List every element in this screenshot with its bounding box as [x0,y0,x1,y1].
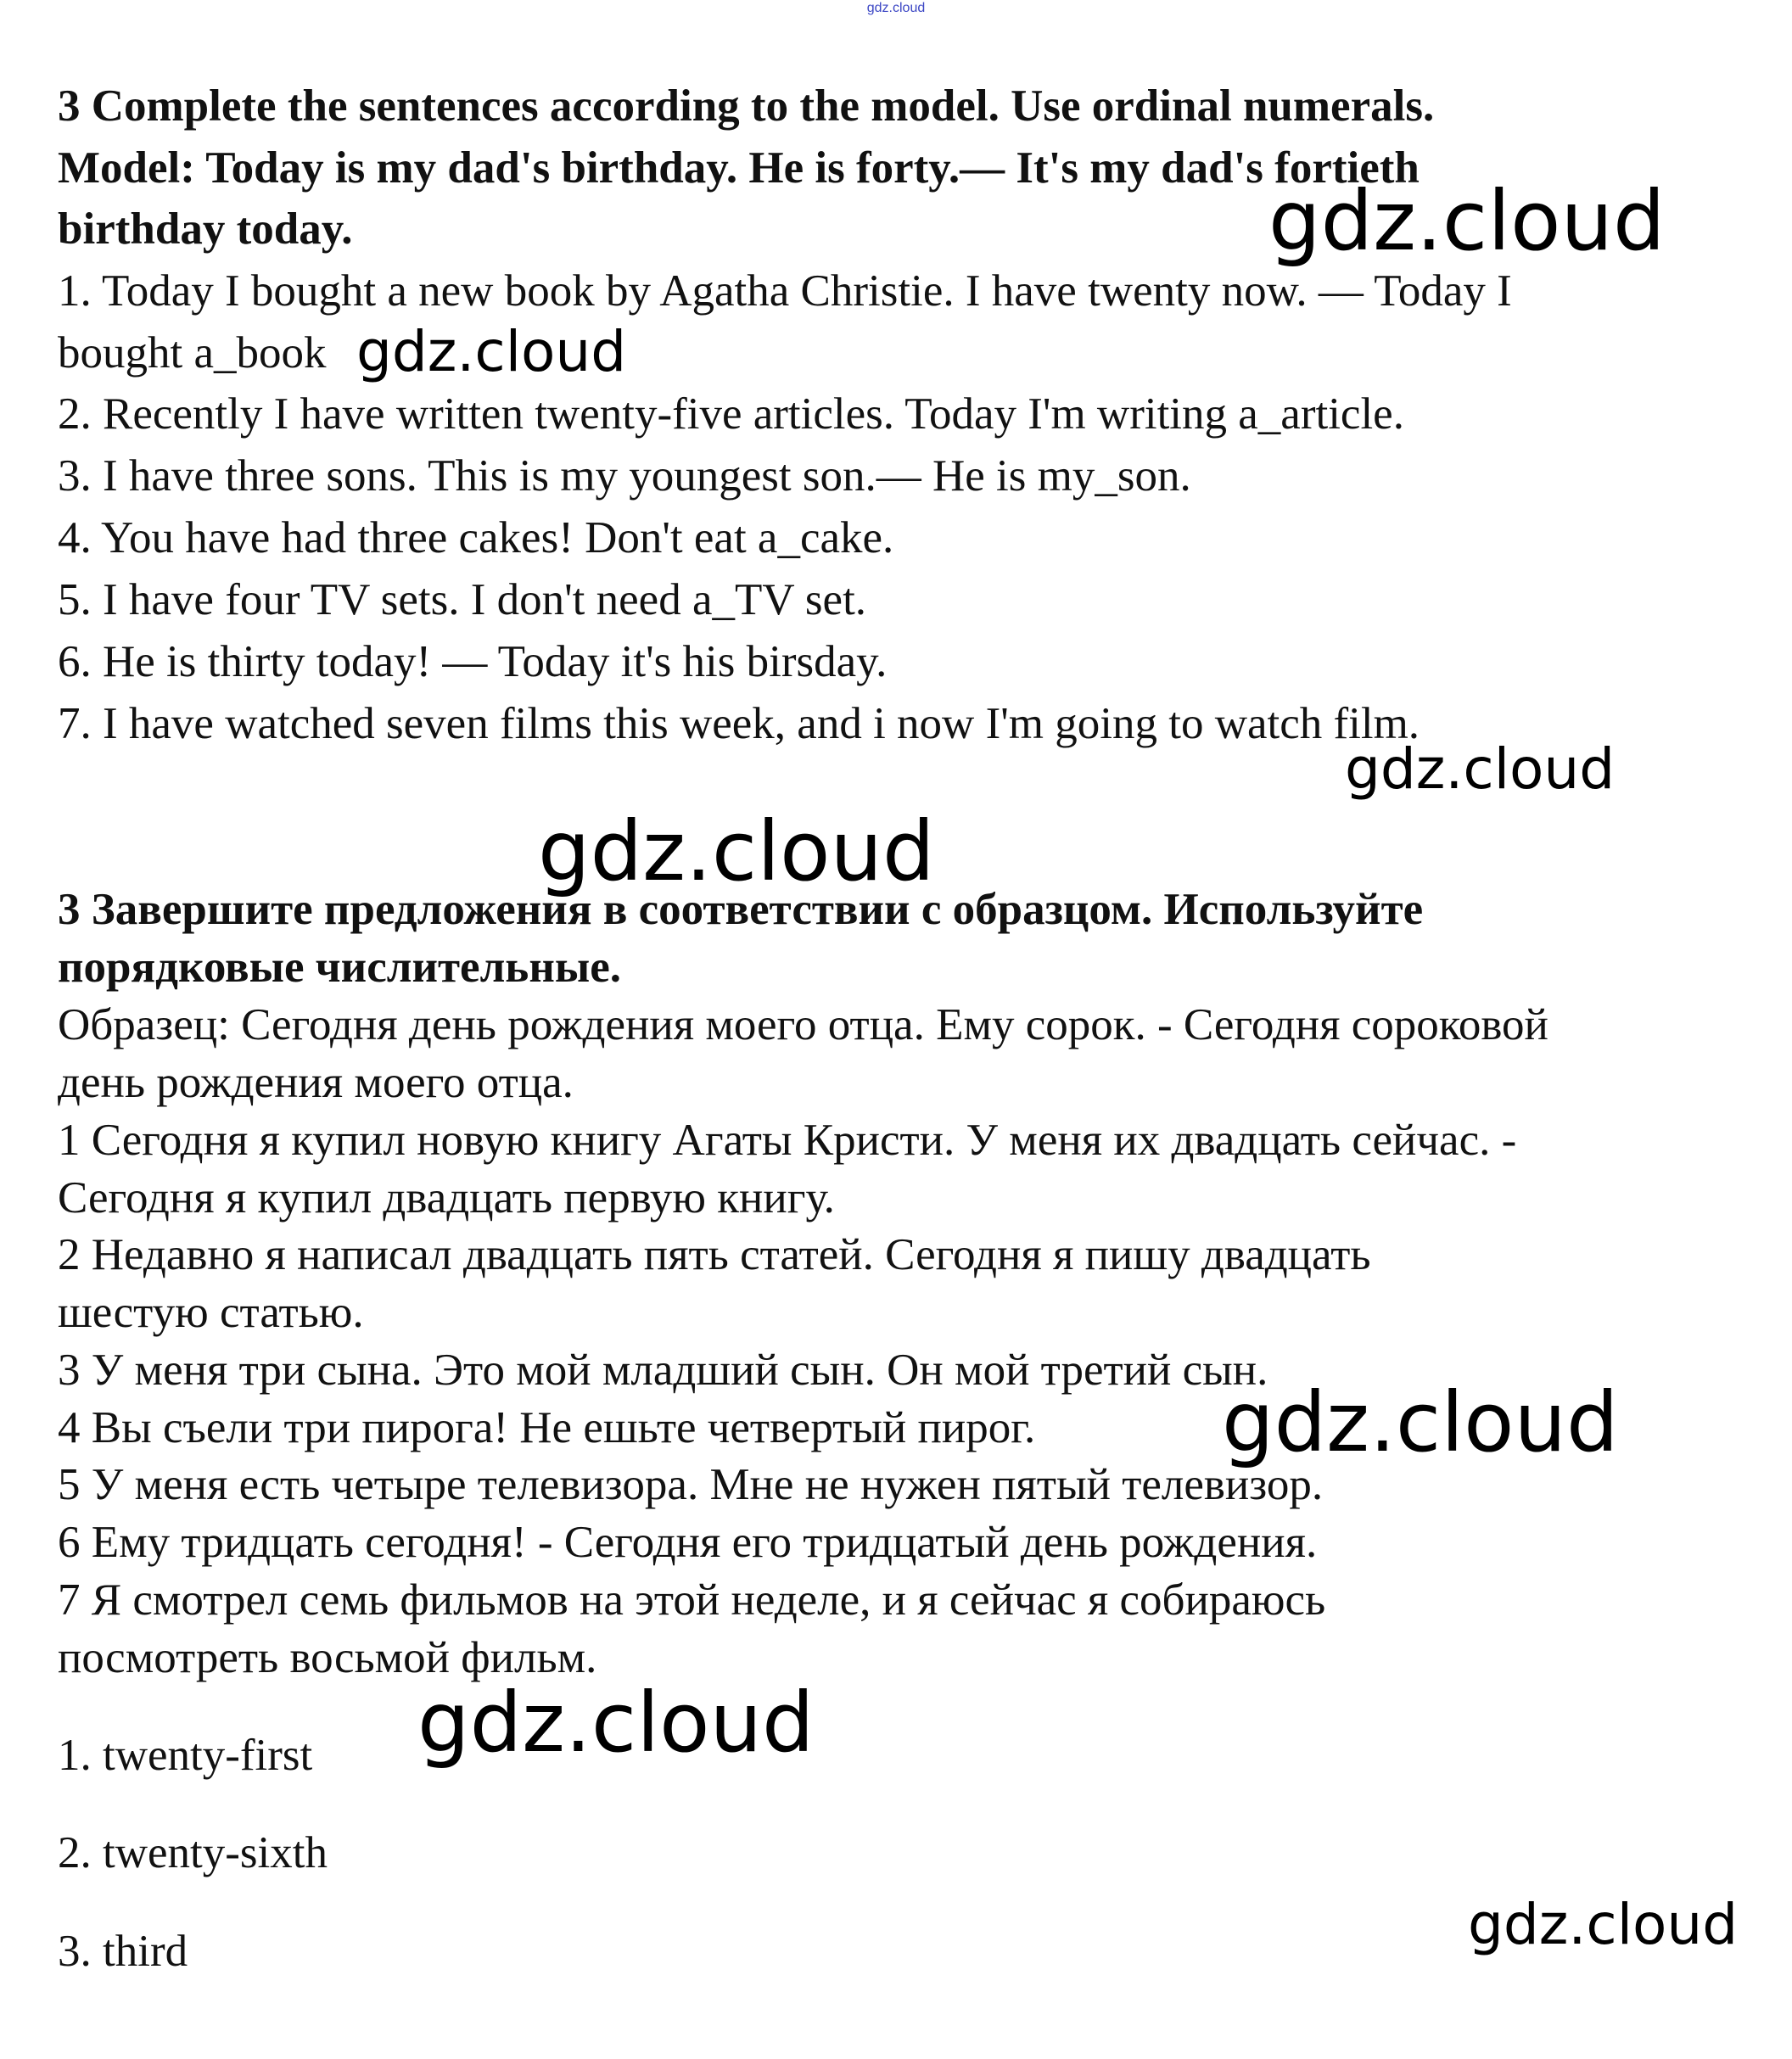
russian-sentence-5: 5 У меня есть четыре телевизора. Мне не нужен пятый телевизор. [58,1460,1324,1509]
english-sentence-1: 1. Today I bought a new book by Agatha Christie. I have twenty now. — Today I [58,266,1512,316]
english-sentence-5: 5. I have four TV sets. I don't need a_TV set. [58,575,867,624]
russian-sentence-4: 4 Вы съели три пирога! Не ешьте четвертый пирог. [58,1403,1036,1452]
russian-model: Образец: Сегодня день рождения моего отца. Ему сорок. - Сегодня сороковой [58,1000,1548,1049]
watermark: gdz.cloud [1468,1892,1739,1957]
russian-sentence-3: 3 У меня три сына. Это мой младший сын. Он мой третий сын. [58,1346,1268,1395]
english-sentence-7: 7. I have watched seven films this week, and i now I'm going to watch film. [58,699,1420,748]
watermark: gdz.cloud [1222,1374,1619,1470]
answer-3: 3. third [58,1927,188,1976]
watermark: gdz.cloud [1345,736,1616,802]
watermark: gdz.cloud [538,803,935,899]
russian-model-cont: день рождения моего отца. [58,1058,574,1107]
russian-sentence-2: 2 Недавно я написал двадцать пять статей. Сегодня я пишу двадцать [58,1230,1371,1279]
answer-1: 1. twenty-first [58,1731,313,1780]
english-sentence-1-cont: bought a_book [58,328,327,378]
watermark: gdz.cloud [356,319,627,384]
english-sentence-4: 4. You have had three cakes! Don't eat a_cake. [58,513,894,562]
answer-2: 2. twenty-sixth [58,1828,328,1877]
watermark: gdz.cloud [417,1675,815,1771]
russian-task-title: 3 Завершите предложения в соответствии с образцом. Используйте [58,885,1424,934]
english-task-model-cont: birthday today. [58,204,353,254]
english-sentence-3: 3. I have three sons. This is my youngest son.— He is my_son. [58,451,1191,501]
russian-sentence-1: 1 Сегодня я купил новую книгу Агаты Кристи. У меня их двадцать сейчас. - [58,1116,1517,1165]
russian-task-title-cont: порядковые числительные. [58,943,622,992]
russian-sentence-7: 7 Я смотрел семь фильмов на этой неделе, и я сейчас я собираюсь [58,1575,1326,1625]
russian-sentence-7-cont: посмотреть восьмой фильм. [58,1633,597,1682]
russian-sentence-2-cont: шестую статью. [58,1288,364,1337]
english-task-model: Model: Today is my dad's birthday. He is forty.— It's my dad's fortieth [58,143,1420,193]
english-sentence-6: 6. He is thirty today! — Today it's his birsday. [58,637,888,686]
english-sentence-2: 2. Recently I have written twenty-five articles. Today I'm writing a_article. [58,389,1404,439]
russian-sentence-6: 6 Ему тридцать сегодня! - Сегодня его тридцатый день рождения. [58,1518,1318,1567]
watermark: gdz.cloud [1268,173,1666,269]
russian-sentence-1-cont: Сегодня я купил двадцать первую книгу. [58,1173,835,1223]
header-watermark: gdz.cloud [866,1,926,15]
english-task-title: 3 Complete the sentences according to the model. Use ordinal numerals. [58,81,1435,131]
